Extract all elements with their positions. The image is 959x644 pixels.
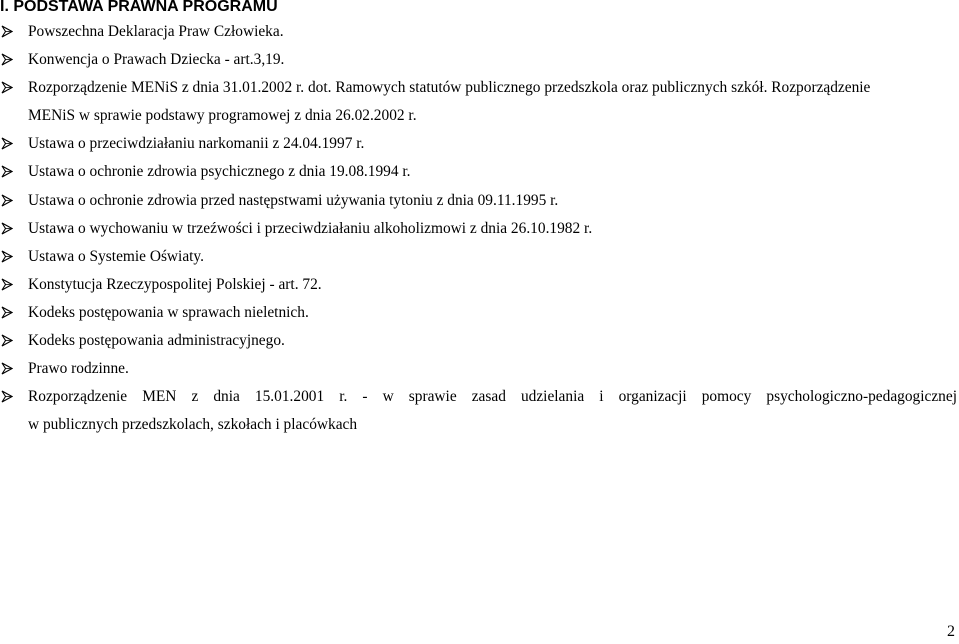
list-item	[0, 78, 959, 126]
list-item	[0, 219, 959, 239]
arrowhead-bullet-icon	[0, 162, 14, 182]
list-item	[0, 387, 959, 435]
arrowhead-bullet-icon	[0, 275, 14, 295]
list-item-text: Prawo rodzinne.	[28, 360, 129, 377]
list-item-text: Konwencja o Prawach Dziecka - art.3,19.	[28, 51, 285, 68]
page-number: 2	[947, 623, 955, 640]
list-item-text-continuation: MENiS w sprawie podstawy programowej z dnia 26.02.2002 r.	[28, 107, 417, 124]
arrowhead-bullet-icon	[0, 50, 14, 70]
list-item	[0, 303, 959, 323]
list-item	[0, 275, 959, 295]
list-item	[0, 191, 959, 211]
list-item-text: Kodeks postępowania administracyjnego.	[28, 332, 285, 349]
arrowhead-bullet-icon	[0, 359, 14, 379]
arrowhead-bullet-icon	[0, 78, 14, 98]
list-item	[0, 359, 959, 379]
list-item	[0, 162, 959, 182]
list-item	[0, 22, 959, 42]
list-item-text: Ustawa o ochronie zdrowia przed następstwami używania tytoniu z dnia 09.11.1995 r.	[28, 192, 559, 209]
list-item	[0, 50, 959, 70]
list-item-text: Powszechna Deklaracja Praw Człowieka.	[28, 23, 284, 40]
arrowhead-bullet-icon	[0, 22, 14, 42]
list-item	[0, 247, 959, 267]
section-heading: I. PODSTAWA PRAWNA PROGRAMU	[0, 0, 278, 15]
list-item-text: Ustawa o przeciwdziałaniu narkomanii z 24.04.1997 r.	[28, 135, 365, 152]
list-item-text: Kodeks postępowania w sprawach nieletnich.	[28, 304, 309, 321]
list-item	[0, 134, 959, 154]
list-item-text: Ustawa o wychowaniu w trzeźwości i przeciwdziałaniu alkoholizmowi z dnia 26.10.1982 r.	[28, 220, 593, 237]
list-item-text-continuation: w publicznych przedszkolach, szkołach i placówkach	[28, 416, 358, 433]
arrowhead-bullet-icon	[0, 219, 14, 239]
list-item-text: Rozporządzenie MEN z dnia 15.01.2001 r. - w sprawie zasad udzielania i organizacji pomocy psychologiczno-pedagogicznej	[28, 388, 957, 405]
list-item-text: Rozporządzenie MENiS z dnia 31.01.2002 r. dot. Ramowych statutów publicznego przedszkola oraz publicznych szkół. Rozporządzenie	[28, 79, 871, 96]
list-item-text: Konstytucja Rzeczypospolitej Polskiej - art. 72.	[28, 276, 322, 293]
arrowhead-bullet-icon	[0, 134, 14, 154]
arrowhead-bullet-icon	[0, 331, 14, 351]
arrowhead-bullet-icon	[0, 247, 14, 267]
list-item	[0, 331, 959, 351]
list-item-text: Ustawa o ochronie zdrowia psychicznego z dnia 19.08.1994 r.	[28, 163, 411, 180]
list-item-text: Ustawa o Systemie Oświaty.	[28, 248, 204, 265]
arrowhead-bullet-icon	[0, 387, 14, 407]
arrowhead-bullet-icon	[0, 191, 14, 211]
arrowhead-bullet-icon	[0, 303, 14, 323]
